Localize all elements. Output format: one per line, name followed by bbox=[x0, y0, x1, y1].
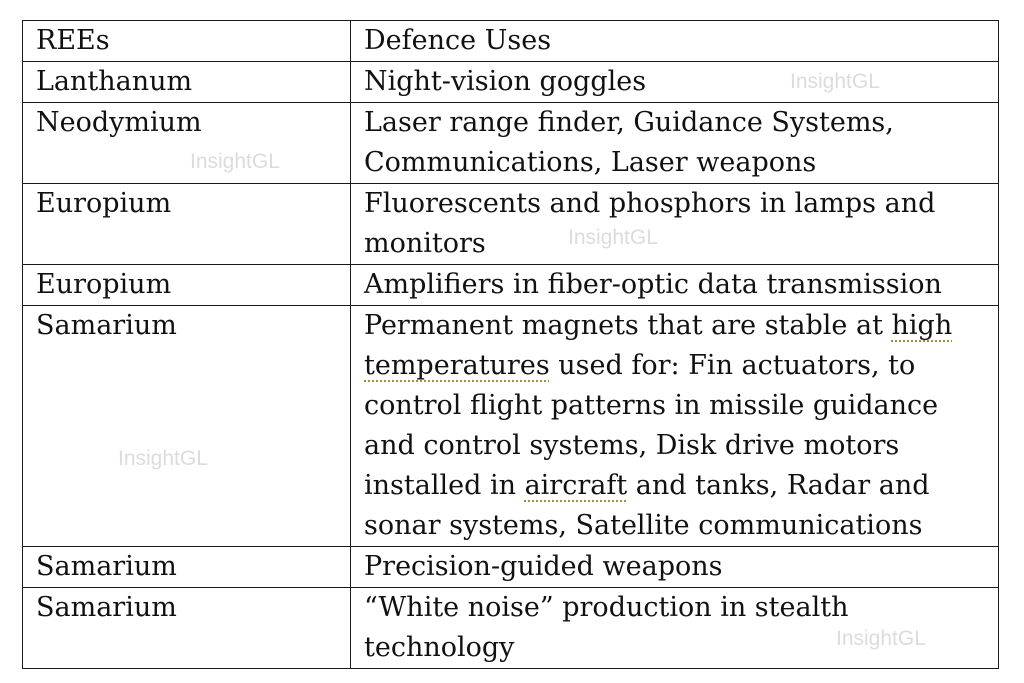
table-header-row bbox=[23, 21, 999, 62]
ree-defence-uses-table bbox=[22, 20, 999, 669]
table-row bbox=[23, 265, 999, 306]
header-col-rees: REEs bbox=[23, 21, 351, 62]
element-cell: Lanthanum bbox=[23, 62, 351, 103]
table-row bbox=[23, 103, 999, 184]
uses-text-part: Permanent magnets that are stable at bbox=[364, 310, 892, 341]
uses-cell bbox=[351, 306, 999, 547]
uses-cell: Night-vision goggles bbox=[351, 62, 999, 103]
uses-cell: “White noise” production in stealth technology bbox=[351, 588, 999, 669]
element-cell: Samarium bbox=[23, 547, 351, 588]
uses-text-part: and tanks, Radar and sonar systems, Satellite communications bbox=[364, 470, 930, 541]
header-col-defence-uses: Defence Uses bbox=[351, 21, 999, 62]
watermark: InsightGL bbox=[836, 627, 926, 650]
table-row bbox=[23, 306, 999, 547]
element-cell: Europium bbox=[23, 184, 351, 265]
element-cell: Europium bbox=[23, 265, 351, 306]
uses-cell: Precision-guided weapons bbox=[351, 547, 999, 588]
uses-cell: Fluorescents and phosphors in lamps and monitors bbox=[351, 184, 999, 265]
watermark: InsightGL bbox=[190, 150, 280, 173]
element-cell: Samarium bbox=[23, 306, 351, 547]
watermark: InsightGL bbox=[118, 447, 208, 470]
element-cell: Samarium bbox=[23, 588, 351, 669]
spellcheck-flagged-text: high temperatures bbox=[364, 310, 953, 381]
spellcheck-flagged-text: aircraft bbox=[524, 470, 628, 501]
table-row bbox=[23, 62, 999, 103]
watermark: InsightGL bbox=[790, 70, 880, 93]
table-row bbox=[23, 588, 999, 669]
element-cell: Neodymium bbox=[23, 103, 351, 184]
table-row bbox=[23, 184, 999, 265]
uses-cell: Amplifiers in fiber-optic data transmission bbox=[351, 265, 999, 306]
table-row bbox=[23, 547, 999, 588]
uses-text-part: used for: Fin actuators, to control flight patterns in missile guidance and control systems, Disk drive motors installed in bbox=[364, 350, 939, 501]
uses-cell: Laser range finder, Guidance Systems, Communications, Laser weapons bbox=[351, 103, 999, 184]
watermark: InsightGL bbox=[568, 226, 658, 249]
